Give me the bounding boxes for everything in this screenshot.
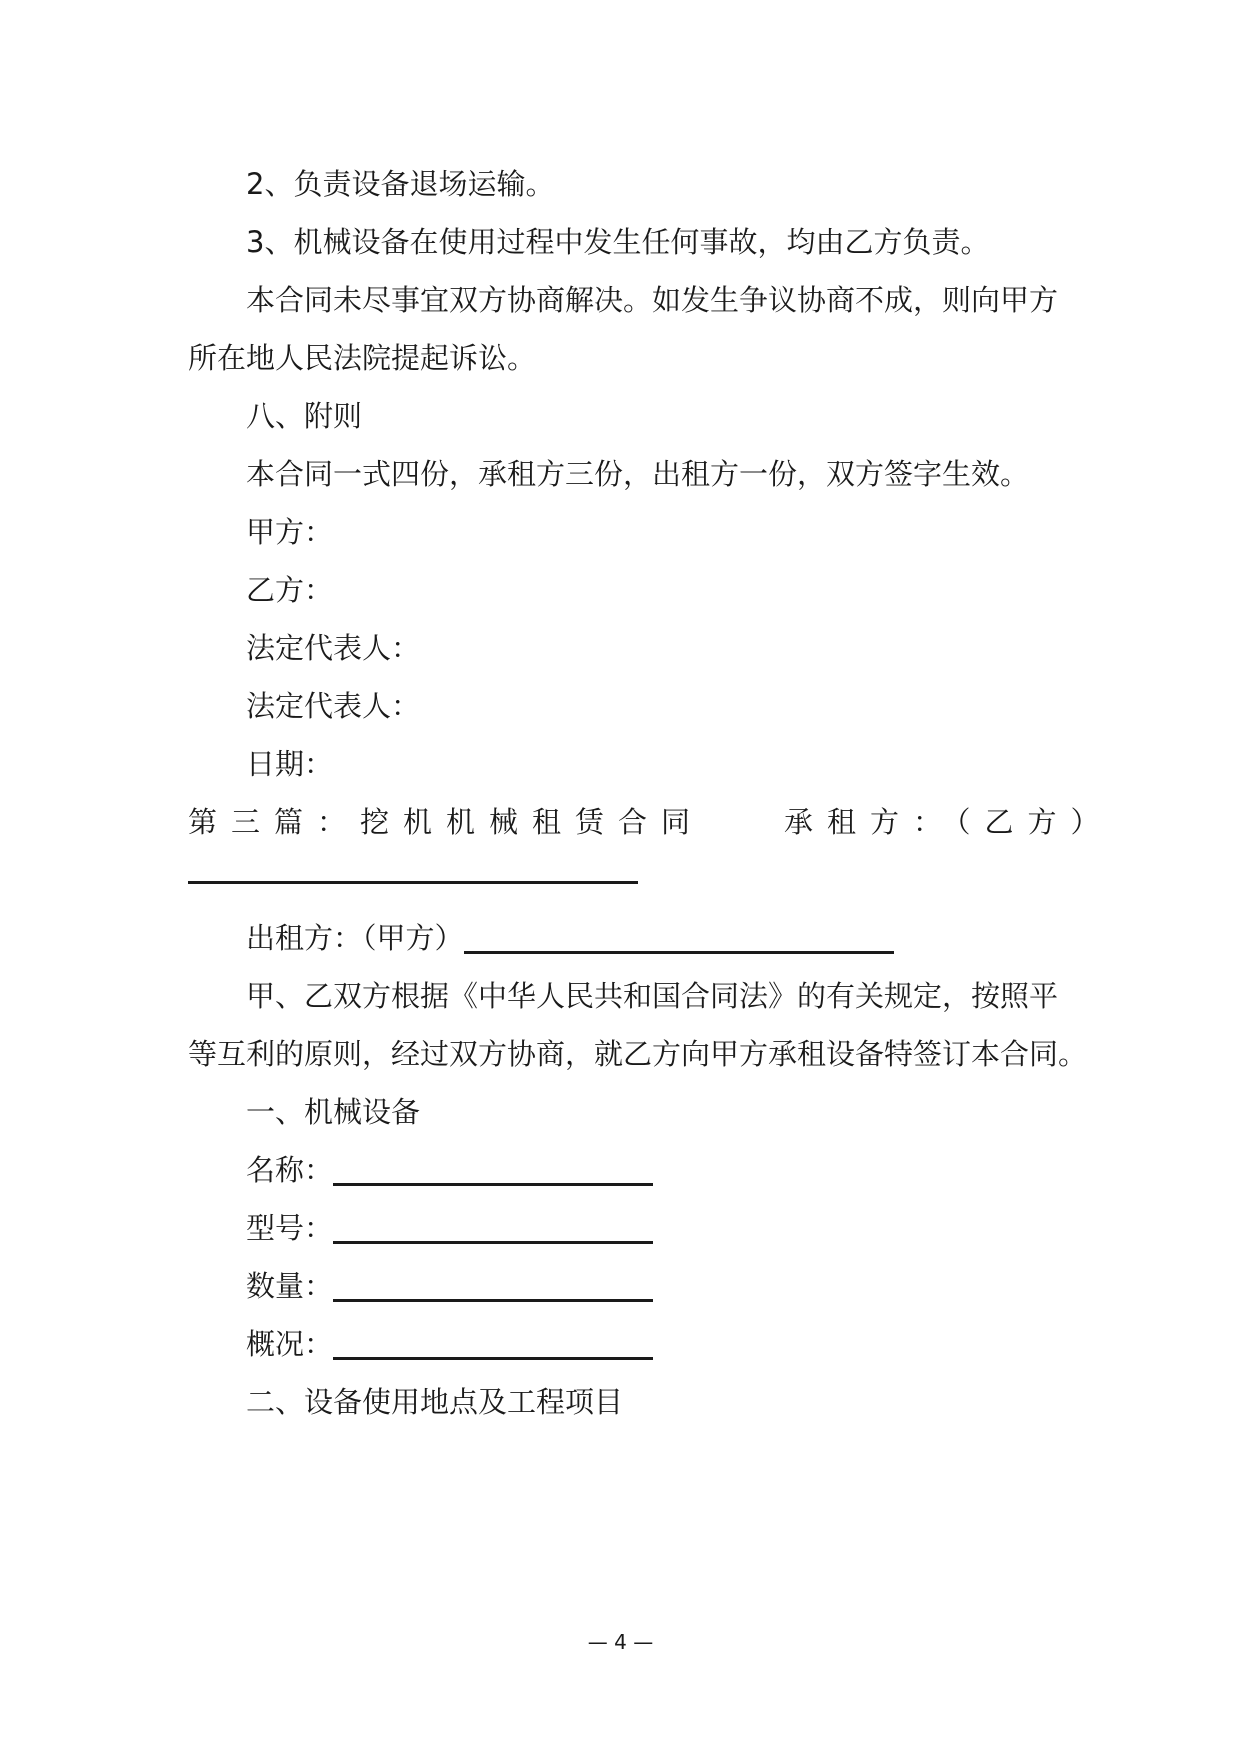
- equipment-name-label: 名称：: [246, 1153, 334, 1187]
- intro-line-1: 甲、乙双方根据《中华人民共和国合同法》的有关规定，按照平: [246, 979, 1059, 1013]
- equipment-quantity-blank: [333, 1269, 653, 1302]
- section-1-heading: 一、机械设备: [246, 1095, 421, 1129]
- equipment-quantity-line: [246, 1266, 1126, 1306]
- section-8-heading: 八、附则: [246, 399, 363, 433]
- legal-representative-2-label: 法定代表人：: [246, 689, 421, 723]
- contract-3-title-line: [188, 802, 1114, 842]
- lessee-blank: [188, 851, 638, 884]
- lessor-line: [246, 918, 1126, 958]
- party-a-signature-label: 甲方：: [246, 515, 334, 549]
- dispute-clause-line-2: 所在地人民法院提起诉讼。: [188, 341, 537, 375]
- equipment-overview-label: 概况：: [246, 1327, 334, 1361]
- party-b-signature-label: 乙方：: [246, 573, 334, 607]
- legal-representative-1-label: 法定代表人：: [246, 631, 421, 665]
- equipment-model-label: 型号：: [246, 1211, 334, 1245]
- clause-3-text: 3、机械设备在使用过程中发生任何事故，均由乙方负责。: [246, 225, 990, 259]
- equipment-name-blank: [333, 1153, 653, 1186]
- equipment-overview-line: [246, 1324, 1126, 1364]
- lessor-label: 出租方：（甲方）: [246, 921, 464, 955]
- equipment-model-line: [246, 1208, 1126, 1248]
- lessee-label: 承租方：（乙方）: [784, 805, 1114, 839]
- date-label: 日期：: [246, 747, 334, 781]
- equipment-quantity-label: 数量：: [246, 1269, 334, 1303]
- intro-line-2: 等互利的原则，经过双方协商，就乙方向甲方承租设备特签订本合同。: [188, 1037, 1088, 1071]
- copies-clause-text: 本合同一式四份，承租方三份，出租方一份，双方签字生效。: [246, 457, 1030, 491]
- page-number: — 4 —: [587, 1630, 654, 1654]
- lessor-blank: [464, 921, 894, 954]
- clause-2-text: 2、负责设备退场运输。: [246, 167, 555, 201]
- lessee-blank-line: [188, 848, 1068, 888]
- equipment-name-line: [246, 1150, 1126, 1190]
- dispute-clause-line-1: 本合同未尽事宜双方协商解决。如发生争议协商不成，则向甲方: [246, 283, 1059, 317]
- section-2-heading: 二、设备使用地点及工程项目: [246, 1385, 624, 1419]
- equipment-model-blank: [333, 1211, 653, 1244]
- equipment-overview-blank: [333, 1327, 653, 1360]
- contract-3-title: 第三篇：挖机机械租赁合同: [188, 805, 705, 839]
